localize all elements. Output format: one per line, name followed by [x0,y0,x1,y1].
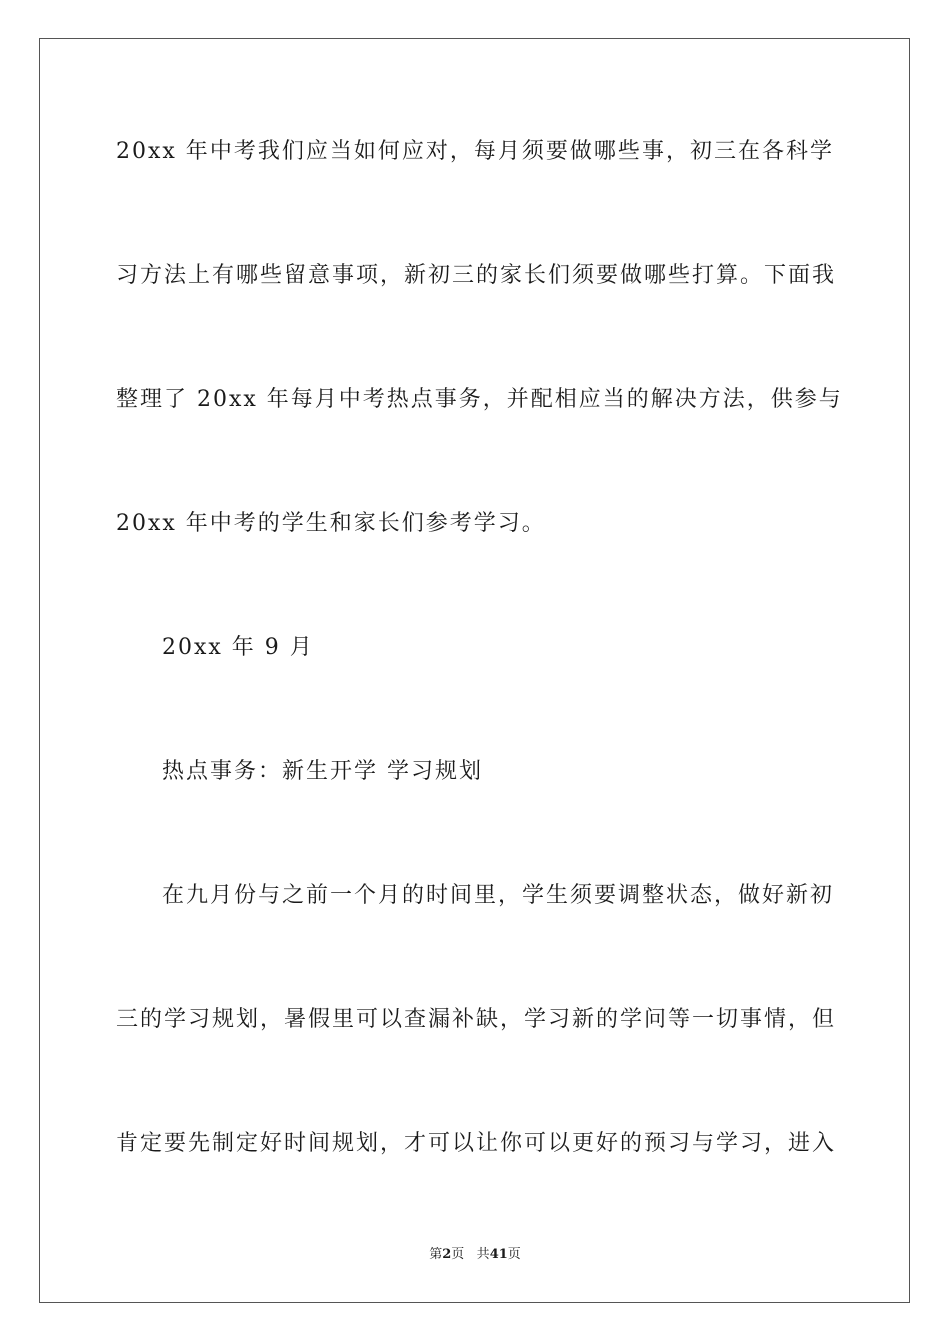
footer-current-page: 2 [442,1247,452,1262]
page-frame [39,38,910,1303]
paragraph1-line-4: 20xx 年中考的学生和家长们参考学习。 [116,511,546,536]
paragraph1-line-1: 20xx 年中考我们应当如何应对，每月须要做哪些事，初三在各科学 [116,139,834,164]
footer-total-suffix: 页 [507,1247,521,1262]
paragraph1-line-2: 习方法上有哪些留意事项，新初三的家长们须要做哪些打算。下面我 [116,263,837,288]
footer-total-pages: 41 [489,1247,508,1262]
footer-total-prefix: 共 [476,1247,490,1262]
footer-page-suffix: 页 [451,1247,465,1262]
paragraph2-line-3: 肯定要先制定好时间规划，才可以让你可以更好的预习与学习，进入 [116,1131,837,1156]
paragraph1-line-3: 整理了 20xx 年每月中考热点事务，并配相应当的解决方法，供参与 [116,387,843,412]
page-footer [0,1246,950,1264]
hot-topic-heading: 热点事务：新生开学 学习规划 [162,759,483,784]
paragraph2-line-2: 三的学习规划，暑假里可以查漏补缺，学习新的学问等一切事情，但 [116,1007,837,1032]
paragraph2-line-1: 在九月份与之前一个月的时间里，学生须要调整状态，做好新初 [162,883,835,908]
date-heading: 20xx 年 9 月 [162,635,314,660]
footer-prefix: 第 [429,1247,443,1262]
